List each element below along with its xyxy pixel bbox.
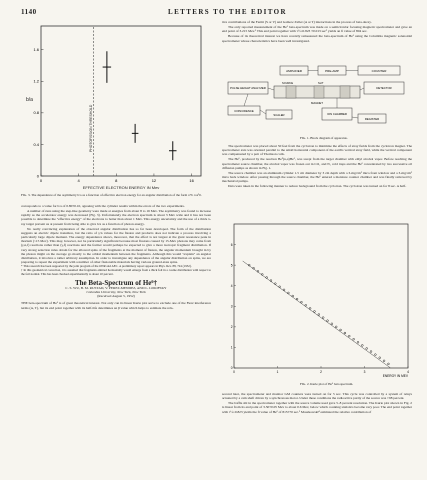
fig3-frame [41, 26, 201, 176]
fig2-point [331, 323, 333, 325]
right-paragraph: The He⁶, produced by the reaction Be⁹(n,α)He⁶, was swept from the target chamber with ethyl alcohol vapor. Before reaching the spectrometer source chamber, the alcohol vapor was frozen out in CO₂ and N₂ cold traps and the He⁶ concentrated by two successive oil diffusion pumps as shown in Fig. 1. [222, 157, 412, 170]
article-authors: C. S. WU, B. M. RUSTAD, V. PEREZ-MENDEZ, AND L. LIDOFSKY [65, 285, 167, 290]
right-paragraph: second later, the spectrometer and monitor GM counters were turned on for 5 sec. This cycle was controlled by a system of relays actuated by a cam shaft driven by a synchronous motor. Under these conditions the radioactive purity of the source was >98 percent. [222, 392, 412, 401]
fig3-ytick-label: 1.6 [33, 47, 39, 53]
fig2-point [327, 320, 329, 322]
running-head: LETTERS TO THE EDITOR [168, 8, 287, 16]
fig2-xtick-label: 2 [320, 370, 322, 374]
right-paragraph: The baffle slit in the spectrometer together with the source volume used gave 5–8 percent resolution. The Kurie plot shown in Fig. 2 is linear from its end point of 3.50±0.05 Mev to about 0.6 Mev, below which counting statistics become very poor. The end point together with τ½=0.823 yields the ft value of He⁶ of 815±70 sec.³ Moszkowski⁴ estimated the relative contribution of [222, 401, 412, 414]
fig2-frame [234, 224, 408, 368]
fig2-ytick-label: 3 [230, 304, 233, 309]
fig2-chart [222, 220, 412, 380]
fig2-point [292, 295, 294, 297]
fig2-xlabel: ENERGY IN MEV [382, 374, 408, 378]
fig2-point [279, 286, 281, 288]
fig2-ytick-label: 5 [230, 263, 233, 268]
fig2-point [366, 348, 368, 350]
fig2-point [274, 283, 276, 285]
fig2-caption: FIG. 2. Kurie plot of He⁶ beta spectrum. [300, 382, 354, 386]
fig2-point [388, 363, 390, 365]
fig1-scaler-label: SCALER [273, 113, 285, 117]
fig2-xtick-label: 4 [407, 370, 409, 374]
right-paragraph: The spectrometer was placed about 50 feet from the cyclotron to minimize the effects of stray fields from the cyclotron magnet. The spectrometer axis was oriented parallel to the small horizontal component of the earth's vertical stray field, while the vertical component was compensated by a pair of Thomson coils. [222, 144, 412, 157]
fig1-caption: FIG. 1. Block diagram of apparatus. [300, 136, 348, 140]
fig3-xlabel: EFFECTIVE ELECTRON ENERGY IN Mev [82, 185, 160, 190]
left-paragraph: No really convincing explanation of the observed angular distribution has so far been developed. The form of the distribution suggests an electric dipole transition, but the ratio of γ/n values for the fission and products does not indicate a process involving a particularly large dipole moment. The energy dependence shows, moreover, that the effect is not largest at the giant resonance peak in thorium (~15 Mev). This may, however, not be particularly significant because most fissions caused by 15-Mev photons may come from (γ,n,f) reactions rather than (γ,f) reactions and the former would perhaps be expected to give a more isotropic fragment distribution. If very strong selection rules obtain for the allowed spins of the fragments at the moment of fission, the angular momentum brought in by the photon might on the average go mostly to the orbital momentum between the fragments. Although this would "explain" an angular distribution, it involves a rather arbitrary assumption. In order to investigate any dependence of the angular distribution on spins, we are preparing to repeat the experiment with a number of other fissionable materials having various ground-state spins. [21, 226, 211, 265]
fig3-xtick-label: 8 [115, 178, 118, 183]
fig2-point [296, 298, 298, 300]
fig2-point [379, 357, 381, 359]
fig2-point [361, 344, 363, 346]
fig3-caption: FIG. 3. The dependence of the asymmetry b/a as a function of effective electron energy for an angular distribution of the form a+b cos²θ. [21, 193, 202, 197]
fig1-preamp-label: PRE-AMP [325, 69, 339, 73]
article-affiliation: Columbia University, New York, New York [86, 289, 146, 294]
fig3-xtick-label: 12 [151, 178, 157, 183]
fig2-xtick-label: 3 [363, 370, 366, 374]
footnote: † In this geometrical correction, it is assumed that fragments emitted horizontally would emerge from a thick foil in a cosine distribution with respect to the foil normal. This has been checked experimentally to about 10 percent. [21, 267, 211, 276]
fig2-point [287, 292, 289, 294]
fig3-ytick-label: 0.4 [33, 141, 39, 147]
right-paragraph: Data were taken in the following manner to reduce background from the cyclotron. The cyclotron was turned on for 8 sec. A half- [228, 184, 407, 189]
fig1-register-label: REGISTER [364, 117, 380, 121]
right-paragraph: The only reported measurement of the He⁶ beta-spectrum was made on a semicircular focusing magnetic spectrometer and gave an end point of 3.215 Mev.¹ This end point together with τ½=0.823 ±0.013 sec² yields an ft value of 804 sec. [222, 25, 412, 34]
fig1-source-label: SOURCE [282, 82, 294, 85]
fig2-ytick-label: 6 [230, 242, 233, 247]
fig2-point [318, 314, 320, 316]
fig3-ytick-label: 0.8 [33, 110, 39, 116]
fig1-amplifier-label: AMPLIFIER [286, 69, 302, 73]
fig2-ytick-label: 4 [230, 283, 233, 288]
fig1-counter-label: COUNTER [371, 69, 387, 73]
fig2-point [322, 317, 324, 319]
fig2-point [357, 341, 359, 343]
left-paragraph: A number of runs using the step-like geometry were made at energies from about 8 to 16 Mev. The asymmetry was found to increase rapidly as the accelerator energy was decreased (Fig. 3). Unfortunately the electron spectrum is about 3 Mev wide and it has not been possible to determine the "effective energy" of the electrons to better than about 1 Mev. This energy uncertainty and the use of a thick x-ray target prevent us at present from being able to give b/a as a function of photon energy. [21, 209, 211, 226]
fig3-ytick-label: 1.2 [33, 78, 39, 84]
fig3-ytick-label: 0 [36, 173, 39, 179]
fig1-ion-chamber-label: ION CHAMBER [327, 112, 347, 116]
fig2-point [353, 338, 355, 340]
fig2-point [305, 304, 307, 306]
fig3-xtick-label: 0 [39, 178, 43, 183]
fig3-chart [21, 22, 206, 192]
fig3-xtick-label: 4 [77, 178, 80, 183]
fig2-xtick-label: 0 [233, 370, 235, 374]
fig2-point [374, 354, 376, 356]
right-paragraph: The source chamber was an aluminum cylinder 1.5 cm diameter by 3 cm depth with a 3-mg/cm² mica front window and a 3-mg/cm² mica back window. After passing through the source chamber, the He⁶ entered a moisture counter chamber and was finally removed by mechanical pumps. [222, 170, 412, 184]
fig2-fit-line [243, 261, 391, 368]
fig2-point [340, 329, 342, 331]
fig2-point [301, 301, 303, 303]
fig2-xtick-label: 1 [276, 370, 279, 374]
page-number: 1140 [21, 8, 37, 16]
footnote: * This research has been supported by the joint program of the ONR and AEC. A preliminary report appears in Phys. Rev. 88, 724 (1952). [21, 264, 192, 269]
fig2-ytick-label: 0 [230, 366, 233, 371]
left-paragraph: THE beta-spectrum of He⁶ is of great theoretical interest. Not only can its linear Kurie plot serve to exclude one of the Fierz interference terms (A, T), but its end point together with its half-life determines an β value which helps to estimate the rela- [21, 301, 211, 310]
right-paragraph: tive contributions of the Fermi (S or V) and Gamow-Teller (A or T) interactions in the process of beta-decay. [222, 20, 372, 24]
article-title: The Beta-Spectrum of He⁶† [74, 278, 157, 287]
fig2-point [283, 289, 285, 291]
fig3-ylabel: b/a [26, 97, 33, 103]
fig2-ytick-label: 1 [230, 345, 233, 350]
right-paragraph: Because of its theoretical interest we have recently remeasured the beta-spectrum of He⁶ using the Columbia magnetic solenoidal spectrometer whose characteristics have been well investigated. [222, 34, 412, 43]
fig1-pulse-height-label: PULSE HEIGHT ANALYZER [230, 86, 266, 90]
fig2-point [383, 360, 385, 362]
fig2-ytick-label: 2 [230, 325, 233, 330]
fig2-point [370, 351, 372, 353]
fig2-point [344, 332, 346, 334]
fig1-slit-label: SLIT [318, 82, 324, 85]
fig2-point [348, 335, 350, 337]
fig2-point [309, 307, 311, 309]
fig1-block-diagram [222, 62, 412, 134]
fig3-xtick-label: 16 [189, 178, 194, 183]
fig1-coincidence-label: COINCIDENCE [234, 109, 254, 113]
photofission-threshold-label: PHOTOFISSION THRESHOLD [89, 104, 94, 152]
fig1-detector-label: DETECTOR [376, 86, 392, 90]
left-paragraph: corresponds to a value for b/a of 0.80±0.10, agreeing with the cylinder results within the errors of the two experiments. [21, 204, 185, 208]
fig2-point [314, 311, 316, 313]
article-received: (Received August 5, 1952) [97, 294, 135, 299]
fig2-point [335, 326, 337, 328]
fig1-magnet-label: MAGNET [311, 101, 323, 105]
